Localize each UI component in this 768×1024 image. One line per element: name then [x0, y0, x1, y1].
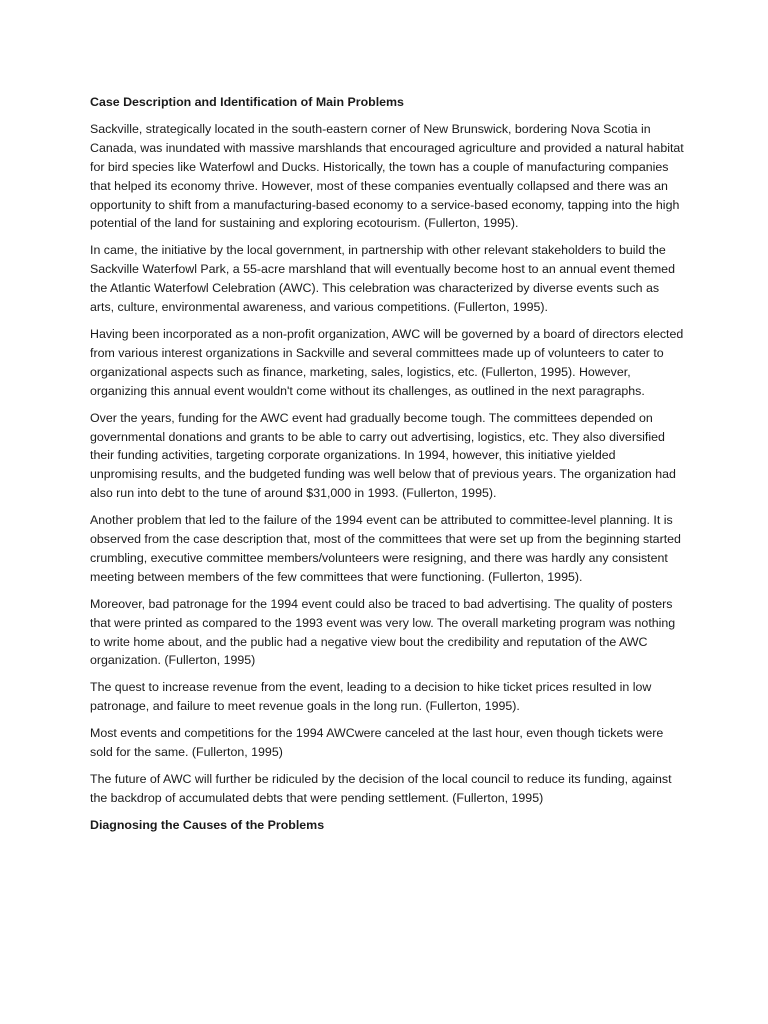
- paragraph-2: In came, the initiative by the local government, in partnership with other relevant stakeholders to build the Sackville Waterfowl Park, a 55-acre marshland that will eventually become host to an annual event themed the Atlantic Waterfowl Celebration (AWC). This celebration was characterized by diverse events such as arts, culture, environmental awareness, and various competitions. (Fullerton, 1995).: [90, 243, 675, 315]
- document-body: [90, 93, 686, 843]
- paragraph-9: The future of AWC will further be ridiculed by the decision of the local council to reduce its funding, against the backdrop of accumulated debts that were pending settlement. (Fullerton, 1995): [90, 772, 672, 805]
- paragraph-4: Over the years, funding for the AWC event had gradually become tough. The committees depended on governmental donations and grants to be able to carry out advertising, logistics, etc. They also diversified their funding activities, targeting corporate organizations. In 1994, however, this initiative yielded unpromising results, and the budgeted funding was well below that of previous years. The organization had also run into debt to the tune of around $31,000 in 1993. (Fullerton, 1995).: [90, 410, 676, 501]
- paragraph-8: Most events and competitions for the 1994 AWCwere canceled at the last hour, even though tickets were sold for the same. (Fullerton, 1995): [90, 726, 664, 760]
- paragraph-6: Moreover, bad patronage for the 1994 event could also be traced to bad advertising. The quality of posters that were printed as compared to the 1993 event was very low. The overall marketing program was nothing to write home about, and the public had a negative view bout the credibility and reputation of the AWC organization. (Fullerton, 1995): [90, 596, 676, 668]
- paragraph-5: Another problem that led to the failure of the 1994 event can be attributed to committee-level planning. It is observed from the case description that, most of the committees that were set up from the beginning started crumbling, executive committee members/volunteers were resigning, and there was hardly any consistent meeting between members of the few committees that were functioning. (Fullerton, 1995).: [90, 513, 681, 584]
- section-heading-diagnosing-causes: Diagnosing the Causes of the Problems: [90, 817, 325, 832]
- section-heading-case-description: Case Description and Identification of Main Problems: [90, 95, 404, 109]
- paragraph-3: Having been incorporated as a non-profit organization, AWC will be governed by a board of directors elected from various interest organizations in Sackville and several committees made up of volunteers to cater to organizational aspects such as finance, marketing, sales, logistics, etc. (Fullerton, 1995). However, organizing this annual event wouldn't come without its challenges, as outlined in the next paragraphs.: [90, 326, 684, 398]
- paragraph-1: Sackville, strategically located in the south-eastern corner of New Brunswick, bordering Nova Scotia in Canada, was inundated with massive marshlands that encouraged agriculture and provided a natural habitat for bird species like Waterfowl and Ducks. Historically, the town has a couple of manufacturing companies that helped its economy thrive. However, most of these companies eventually collapsed and there was an opportunity to shift from a manufacturing-based economy to a service-based economy, tapping into the high potential of the land for sustaining and exploring ecotourism. (Fullerton, 1995).: [90, 121, 684, 231]
- paragraph-7: The quest to increase revenue from the event, leading to a decision to hike ticket prices resulted in low patronage, and failure to meet revenue goals in the long run. (Fullerton, 1995).: [90, 680, 652, 714]
